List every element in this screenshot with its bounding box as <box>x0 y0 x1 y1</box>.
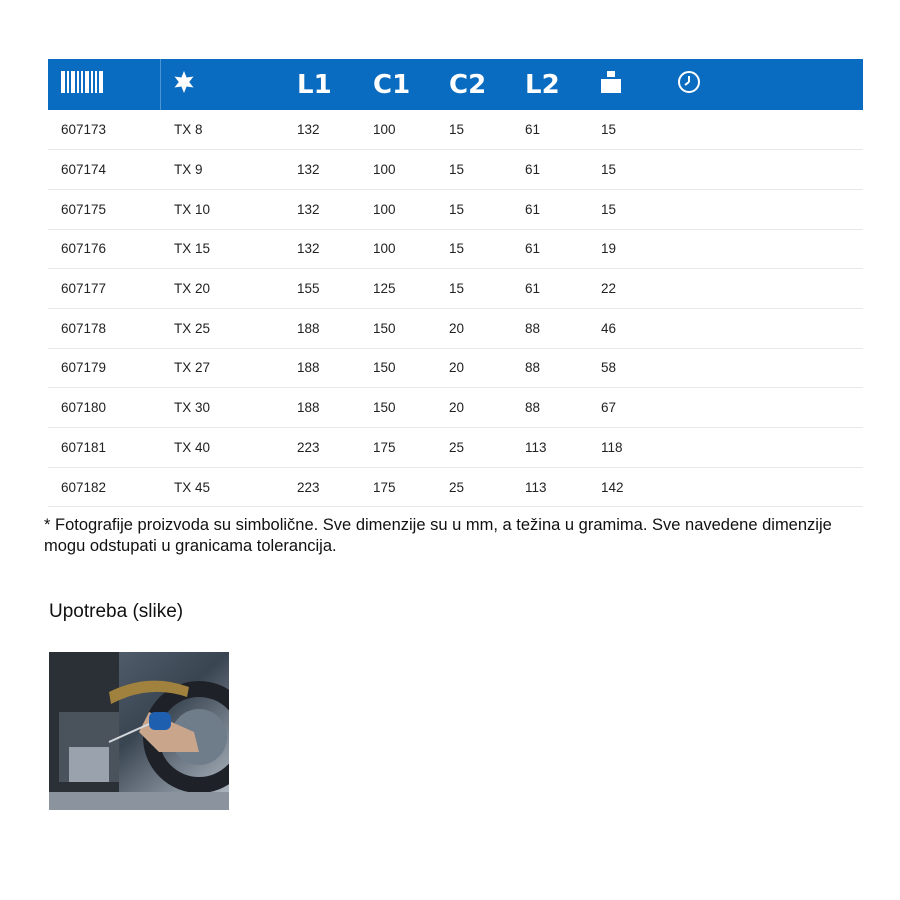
cell-c2: 25 <box>449 439 465 455</box>
cell-l2: 61 <box>525 122 541 138</box>
barcode-icon <box>61 80 103 97</box>
cell-torx-size: TX 45 <box>174 479 211 495</box>
cell-l2: 88 <box>525 320 541 336</box>
product-spec-table <box>48 59 863 507</box>
cell-weight: 19 <box>601 241 617 257</box>
cell-c1: 100 <box>373 122 396 138</box>
cell-article-number: 607175 <box>61 201 107 217</box>
cell-empty <box>665 189 863 229</box>
table-row <box>48 348 863 388</box>
cell-l1: 132 <box>297 241 320 257</box>
usage-section-title: Upotreba (slike) <box>49 601 184 622</box>
cell-torx-size: TX 27 <box>174 360 211 376</box>
table-row <box>48 388 863 428</box>
cell-torx-size: TX 20 <box>174 281 211 297</box>
cell-c1: 175 <box>373 479 396 495</box>
cell-c2: 15 <box>449 162 465 178</box>
cell-torx-size: TX 9 <box>174 162 203 178</box>
cell-weight: 15 <box>601 122 617 138</box>
clock-icon <box>677 81 701 98</box>
cell-l2: 113 <box>525 479 547 495</box>
table-header-row <box>48 59 863 110</box>
cell-l2: 61 <box>525 162 541 178</box>
cell-l2: 61 <box>525 201 541 217</box>
cell-l2: 61 <box>525 241 541 257</box>
cell-c2: 20 <box>449 360 465 376</box>
cell-torx-size: TX 10 <box>174 201 211 217</box>
cell-article-number: 607180 <box>61 400 107 416</box>
cell-weight: 46 <box>601 320 617 336</box>
cell-article-number: 607181 <box>61 439 107 455</box>
cell-c2: 15 <box>449 122 465 138</box>
cell-empty <box>665 110 863 150</box>
table-row <box>48 308 863 348</box>
table-body <box>48 110 863 507</box>
cell-weight: 22 <box>601 281 617 297</box>
cell-empty <box>665 388 863 428</box>
cell-article-number: 607179 <box>61 360 107 376</box>
disclaimer-note: * Fotografije proizvoda su simbolične. Sve dimenzije su u mm, a težina u gramima. Sve navedene dimenzije mogu odstupati u granicama tolerancija. <box>44 516 832 555</box>
cell-torx-size: TX 25 <box>174 320 211 336</box>
cell-c1: 100 <box>373 162 396 178</box>
cell-l1: 132 <box>297 201 320 217</box>
header-weight <box>589 59 665 110</box>
cell-empty <box>665 229 863 269</box>
cell-empty <box>665 428 863 468</box>
cell-c1: 175 <box>373 439 396 455</box>
cell-c1: 150 <box>373 360 396 376</box>
cell-article-number: 607176 <box>61 241 107 257</box>
usage-photo <box>49 652 229 810</box>
cell-c2: 15 <box>449 281 465 297</box>
torx-star-icon <box>173 80 195 97</box>
weight-icon <box>601 80 621 97</box>
cell-torx-size: TX 15 <box>174 241 211 257</box>
cell-c1: 125 <box>373 281 396 297</box>
cell-weight: 118 <box>601 439 623 455</box>
cell-weight: 15 <box>601 162 617 178</box>
cell-weight: 58 <box>601 360 617 376</box>
cell-empty <box>665 269 863 309</box>
cell-empty <box>665 348 863 388</box>
cell-l1: 188 <box>297 360 320 376</box>
header-c1: C1 <box>373 69 411 100</box>
cell-torx-size: TX 30 <box>174 400 211 416</box>
cell-article-number: 607174 <box>61 162 107 178</box>
cell-c2: 20 <box>449 400 465 416</box>
cell-l1: 132 <box>297 122 320 138</box>
cell-l2: 61 <box>525 281 541 297</box>
cell-c1: 150 <box>373 400 396 416</box>
cell-empty <box>665 150 863 190</box>
cell-weight: 142 <box>601 479 624 495</box>
table-row <box>48 467 863 507</box>
cell-article-number: 607173 <box>61 122 107 138</box>
cell-c1: 100 <box>373 241 396 257</box>
cell-c1: 100 <box>373 201 396 217</box>
cell-article-number: 607177 <box>61 281 107 297</box>
header-c2: C2 <box>449 69 487 100</box>
cell-c2: 15 <box>449 241 465 257</box>
table-row <box>48 189 863 229</box>
cell-weight: 67 <box>601 400 617 416</box>
cell-weight: 15 <box>601 201 617 217</box>
cell-l1: 155 <box>297 281 320 297</box>
cell-l1: 223 <box>297 479 320 495</box>
cell-empty <box>665 308 863 348</box>
cell-l2: 113 <box>525 439 547 455</box>
table-row <box>48 150 863 190</box>
cell-article-number: 607182 <box>61 479 107 495</box>
header-l1: L1 <box>297 69 332 100</box>
header-l2: L2 <box>525 69 560 100</box>
cell-torx-size: TX 40 <box>174 439 211 455</box>
cell-c2: 25 <box>449 479 465 495</box>
cell-article-number: 607178 <box>61 320 107 336</box>
cell-c1: 150 <box>373 320 396 336</box>
header-time <box>665 59 863 110</box>
header-torx <box>161 59 285 110</box>
table-row <box>48 110 863 150</box>
table-row <box>48 229 863 269</box>
cell-c2: 15 <box>449 201 465 217</box>
header-barcode <box>48 59 161 110</box>
cell-l1: 132 <box>297 162 320 178</box>
cell-l1: 223 <box>297 439 320 455</box>
product-table-container <box>48 59 863 507</box>
table-row <box>48 428 863 468</box>
cell-l2: 88 <box>525 360 541 376</box>
cell-c2: 20 <box>449 320 465 336</box>
cell-empty <box>665 467 863 507</box>
table-row <box>48 269 863 309</box>
cell-l2: 88 <box>525 400 541 416</box>
cell-l1: 188 <box>297 400 320 416</box>
cell-torx-size: TX 8 <box>174 122 203 138</box>
cell-l1: 188 <box>297 320 320 336</box>
